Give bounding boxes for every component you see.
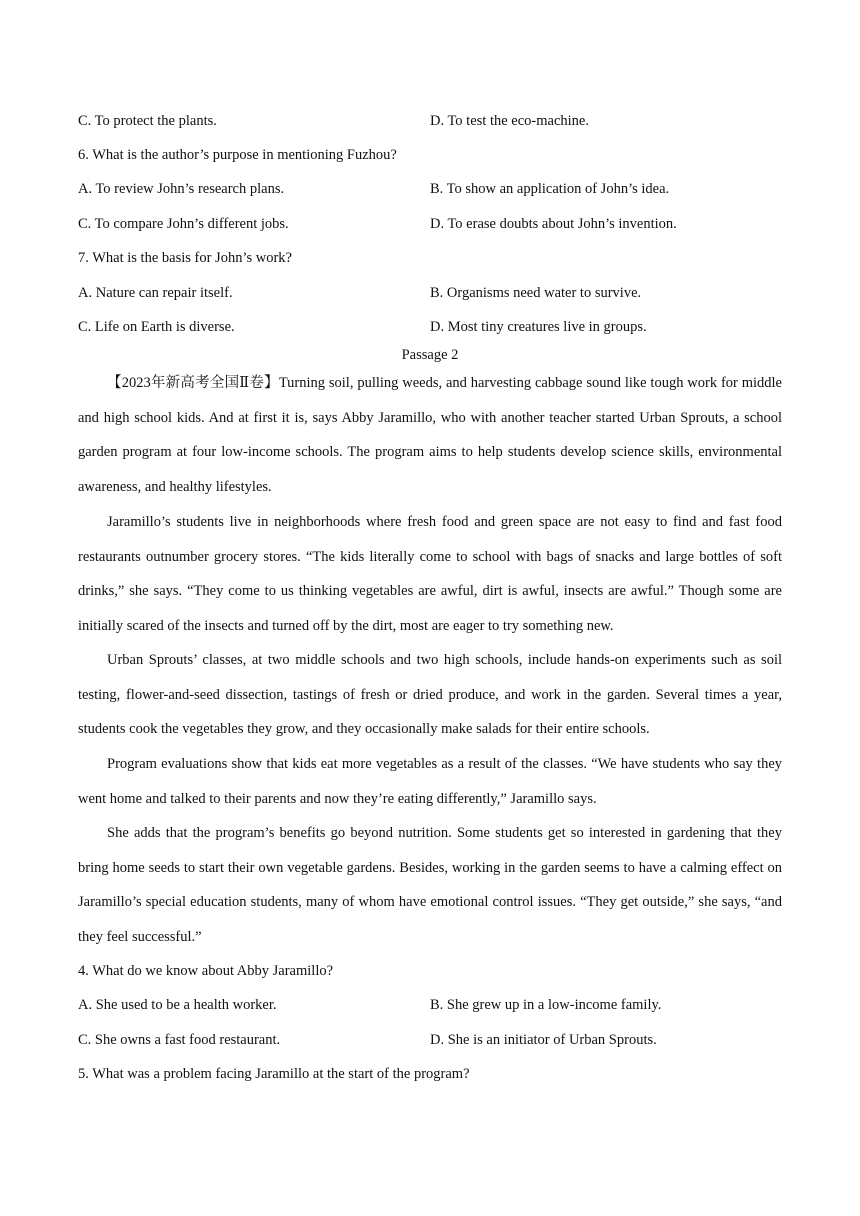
option-a: A. Nature can repair itself. — [78, 285, 233, 301]
option-b: B. She grew up in a low-income family. — [430, 997, 662, 1013]
option-a: A. To review John’s research plans. — [78, 181, 285, 197]
option-b: B. Organisms need water to survive. — [430, 285, 642, 301]
option-c: C. To protect the plants. — [78, 113, 217, 129]
q4-options-row-ab — [78, 996, 798, 1014]
passage-paragraph-2: Jaramillo’s students live in neighborhoods where fresh food and green space are not easy to find and fast food restaurants outnumber grocery stores. “The kids literally come to school with bags of snacks and large bottles of soft drinks,” she says. “They come to us thinking vegetables are awful, dirt is awful, insects are awful.” Though some are initially scared of the insects and turned off by the dirt, most are eager to try something new. — [78, 514, 782, 634]
question-5: 5. What was a problem facing Jaramillo at the start of the program? — [78, 1066, 470, 1082]
q5-options-row-cd — [78, 112, 798, 130]
q6-options-row-ab — [78, 180, 798, 198]
question-7: 7. What is the basis for John’s work? — [78, 250, 292, 266]
passage-paragraph-5: She adds that the program’s benefits go beyond nutrition. Some students get so interested in gardening that they bring home seeds to start their own vegetable gardens. Besides, working in the garden seems to have a calming effect on Jaramillo’s special education students, many of whom have emotional control issues. “They get outside,” she says, “and they feel successful.” — [78, 825, 782, 945]
passage-title: Passage 2 — [401, 347, 459, 363]
q7-options-row-ab — [78, 284, 798, 302]
option-a: A. She used to be a health worker. — [78, 997, 277, 1013]
option-d: D. To erase doubts about John’s invention. — [430, 216, 677, 232]
passage-paragraph-3: Urban Sprouts’ classes, at two middle schools and two high schools, include hands-on experiments such as soil testing, flower-and-seed dissection, tastings of fresh or dried produce, and work in the garden. Several times a year, students cook the vegetables they grow, and they occasionally make salads for their entire schools. — [78, 652, 782, 738]
option-d: D. Most tiny creatures live in groups. — [430, 319, 647, 335]
q6-options-row-cd — [78, 215, 798, 233]
option-d: D. She is an initiator of Urban Sprouts. — [430, 1032, 657, 1048]
option-d: D. To test the eco-machine. — [430, 113, 589, 129]
question-4: 4. What do we know about Abby Jaramillo? — [78, 963, 334, 979]
passage-paragraph-4: Program evaluations show that kids eat more vegetables as a result of the classes. “We have students who say they went home and talked to their parents and now they’re eating differently,” Jaramillo says. — [78, 756, 782, 807]
option-b: B. To show an application of John’s idea. — [430, 181, 670, 197]
option-c: C. Life on Earth is diverse. — [78, 319, 235, 335]
option-c: C. She owns a fast food restaurant. — [78, 1032, 281, 1048]
q7-options-row-cd — [78, 318, 798, 336]
passage-paragraph-1: 【2023年新高考全国Ⅱ卷】Turning soil, pulling weeds, and harvesting cabbage sound like tough work for middle and high school kids. And at first it is, says Abby Jaramillo, who with another teacher started Urban Sprouts, a school garden program at four low-income schools. The program aims to help students develop science skills, environmental awareness, and healthy lifestyles. — [78, 375, 782, 495]
option-c: C. To compare John’s different jobs. — [78, 216, 289, 232]
question-6: 6. What is the author’s purpose in mentioning Fuzhou? — [78, 147, 397, 163]
q4-options-row-cd — [78, 1031, 798, 1049]
